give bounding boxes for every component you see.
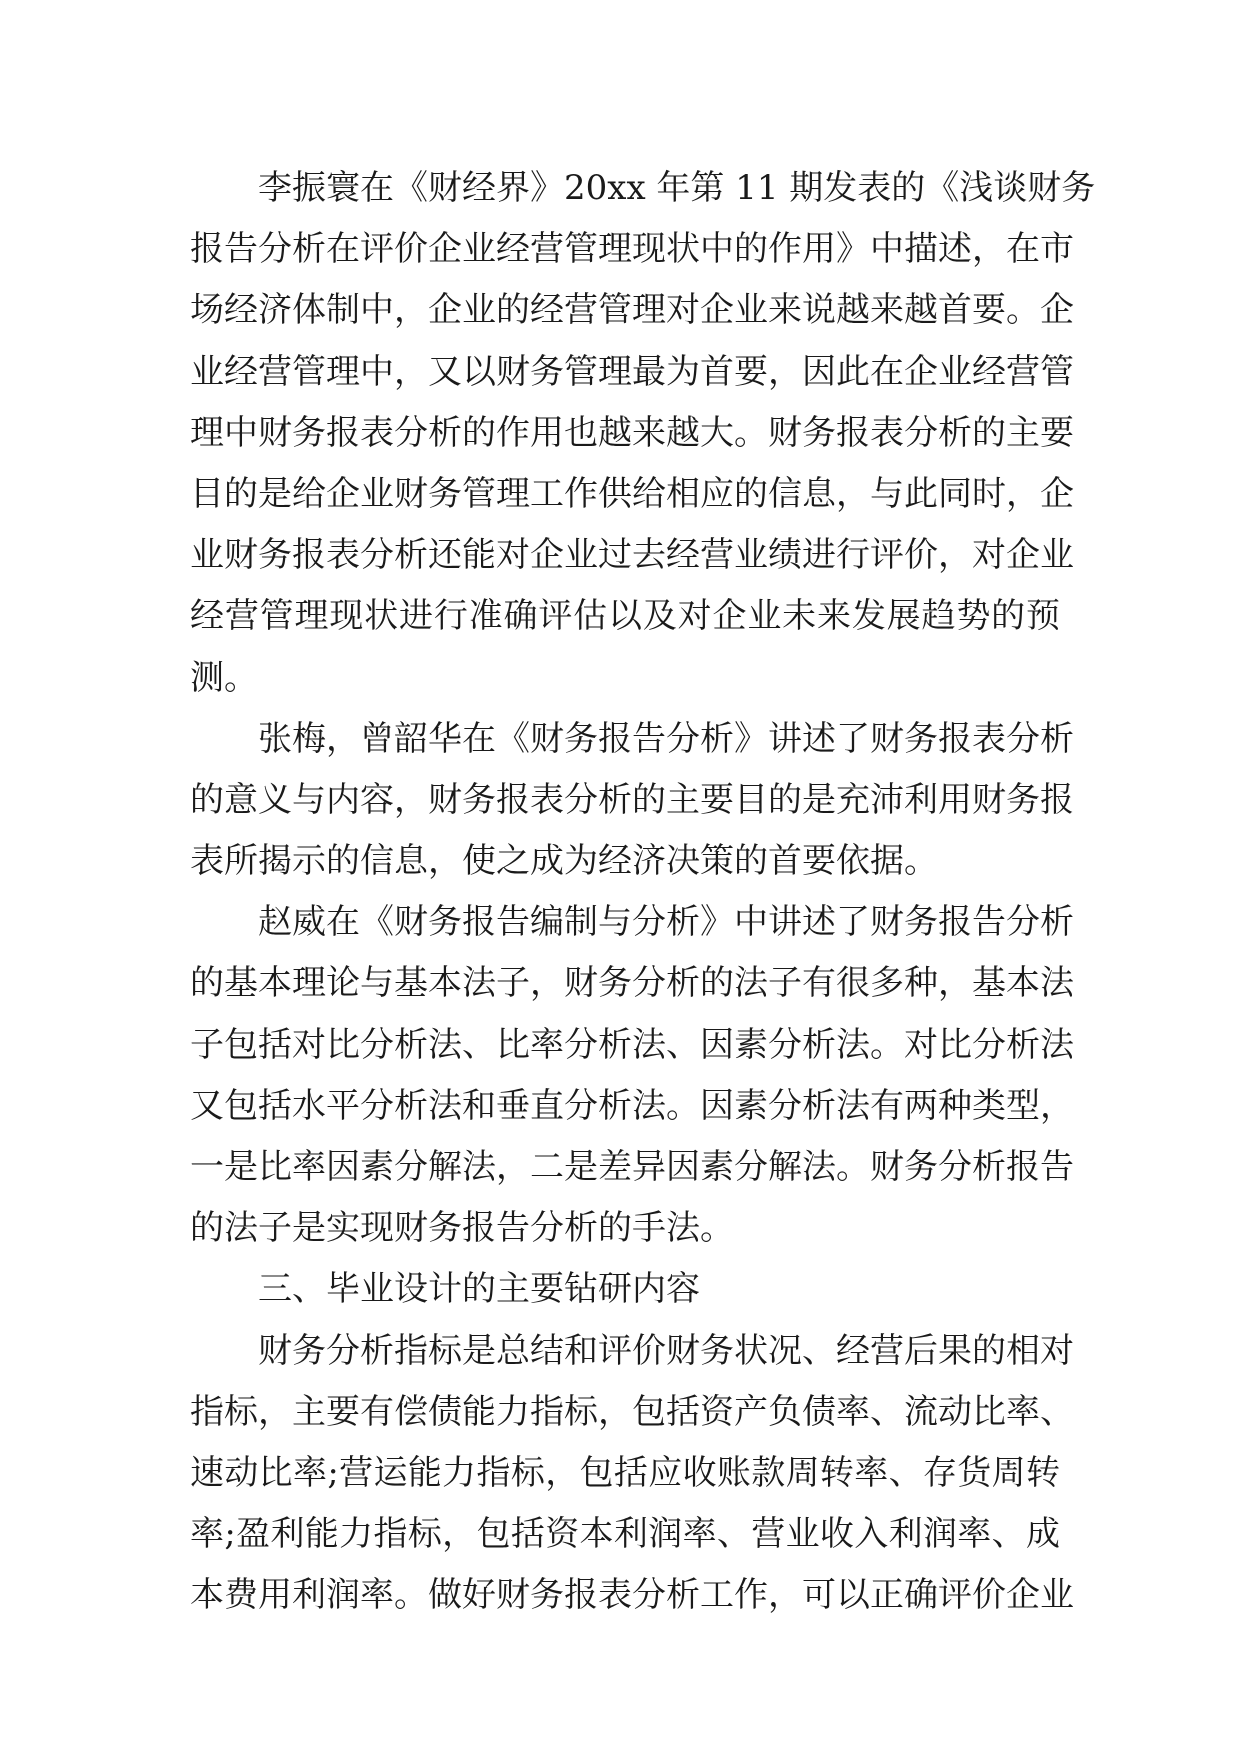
text-line: 本费用利润率。做好财务报表分析工作，可以正确评价企业 (190, 1575, 1074, 1616)
body-text (190, 158, 1096, 1627)
text-line: 经营管理现状进行准确评估以及对企业未来发展趋势的预 (190, 596, 1060, 637)
text-line: 赵威在《财务报告编制与分析》中讲述了财务报告分析 (258, 902, 1074, 943)
text-line: 的法子是实现财务报告分析的手法。 (190, 1208, 734, 1249)
text-line: 速动比率;营运能力指标，包括应收账款周转率、存货周转 (190, 1452, 1060, 1493)
text-line: 目的是给企业财务管理工作供给相应的信息，与此同时，企 (190, 473, 1074, 514)
text-line: 测。 (190, 657, 258, 698)
text-line: 的意义与内容，财务报表分析的主要目的是充沛利用财务报 (190, 779, 1074, 820)
text-line: 李振寰在《财经界》20xx 年第 11 期发表的《浅谈财务 (258, 168, 1096, 208)
text-line: 表所揭示的信息，使之成为经济决策的首要依据。 (190, 841, 938, 882)
text-line: 又包括水平分析法和垂直分析法。因素分析法有两种类型， (190, 1085, 1074, 1126)
text-line: 财务分析指标是总结和评价财务状况、经营后果的相对 (258, 1330, 1074, 1371)
text-line: 指标，主要有偿债能力指标，包括资产负债率、流动比率、 (190, 1391, 1074, 1432)
text-line: 场经济体制中，企业的经营管理对企业来说越来越首要。企 (190, 290, 1074, 331)
text-line: 理中财务报表分析的作用也越来越大。财务报表分析的主要 (190, 412, 1074, 453)
section-heading: 三、毕业设计的主要钻研内容 (258, 1269, 700, 1310)
text-line: 率;盈利能力指标，包括资本利润率、营业收入利润率、成 (190, 1514, 1060, 1555)
text-line: 张梅，曾韶华在《财务报告分析》讲述了财务报表分析 (258, 718, 1074, 759)
text-line: 子包括对比分析法、比率分析法、因素分析法。对比分析法 (190, 1024, 1074, 1065)
text-line: 业经营管理中，又以财务管理最为首要，因此在企业经营管 (190, 351, 1074, 392)
text-line: 的基本理论与基本法子，财务分析的法子有很多种，基本法 (190, 963, 1074, 1004)
text-line: 一是比率因素分解法，二是差异因素分解法。财务分析报告 (190, 1147, 1074, 1187)
text-line: 业财务报表分析还能对企业过去经营业绩进行评价，对企业 (190, 535, 1074, 576)
text-line: 报告分析在评价企业经营管理现状中的作用》中描述，在市 (190, 229, 1074, 270)
